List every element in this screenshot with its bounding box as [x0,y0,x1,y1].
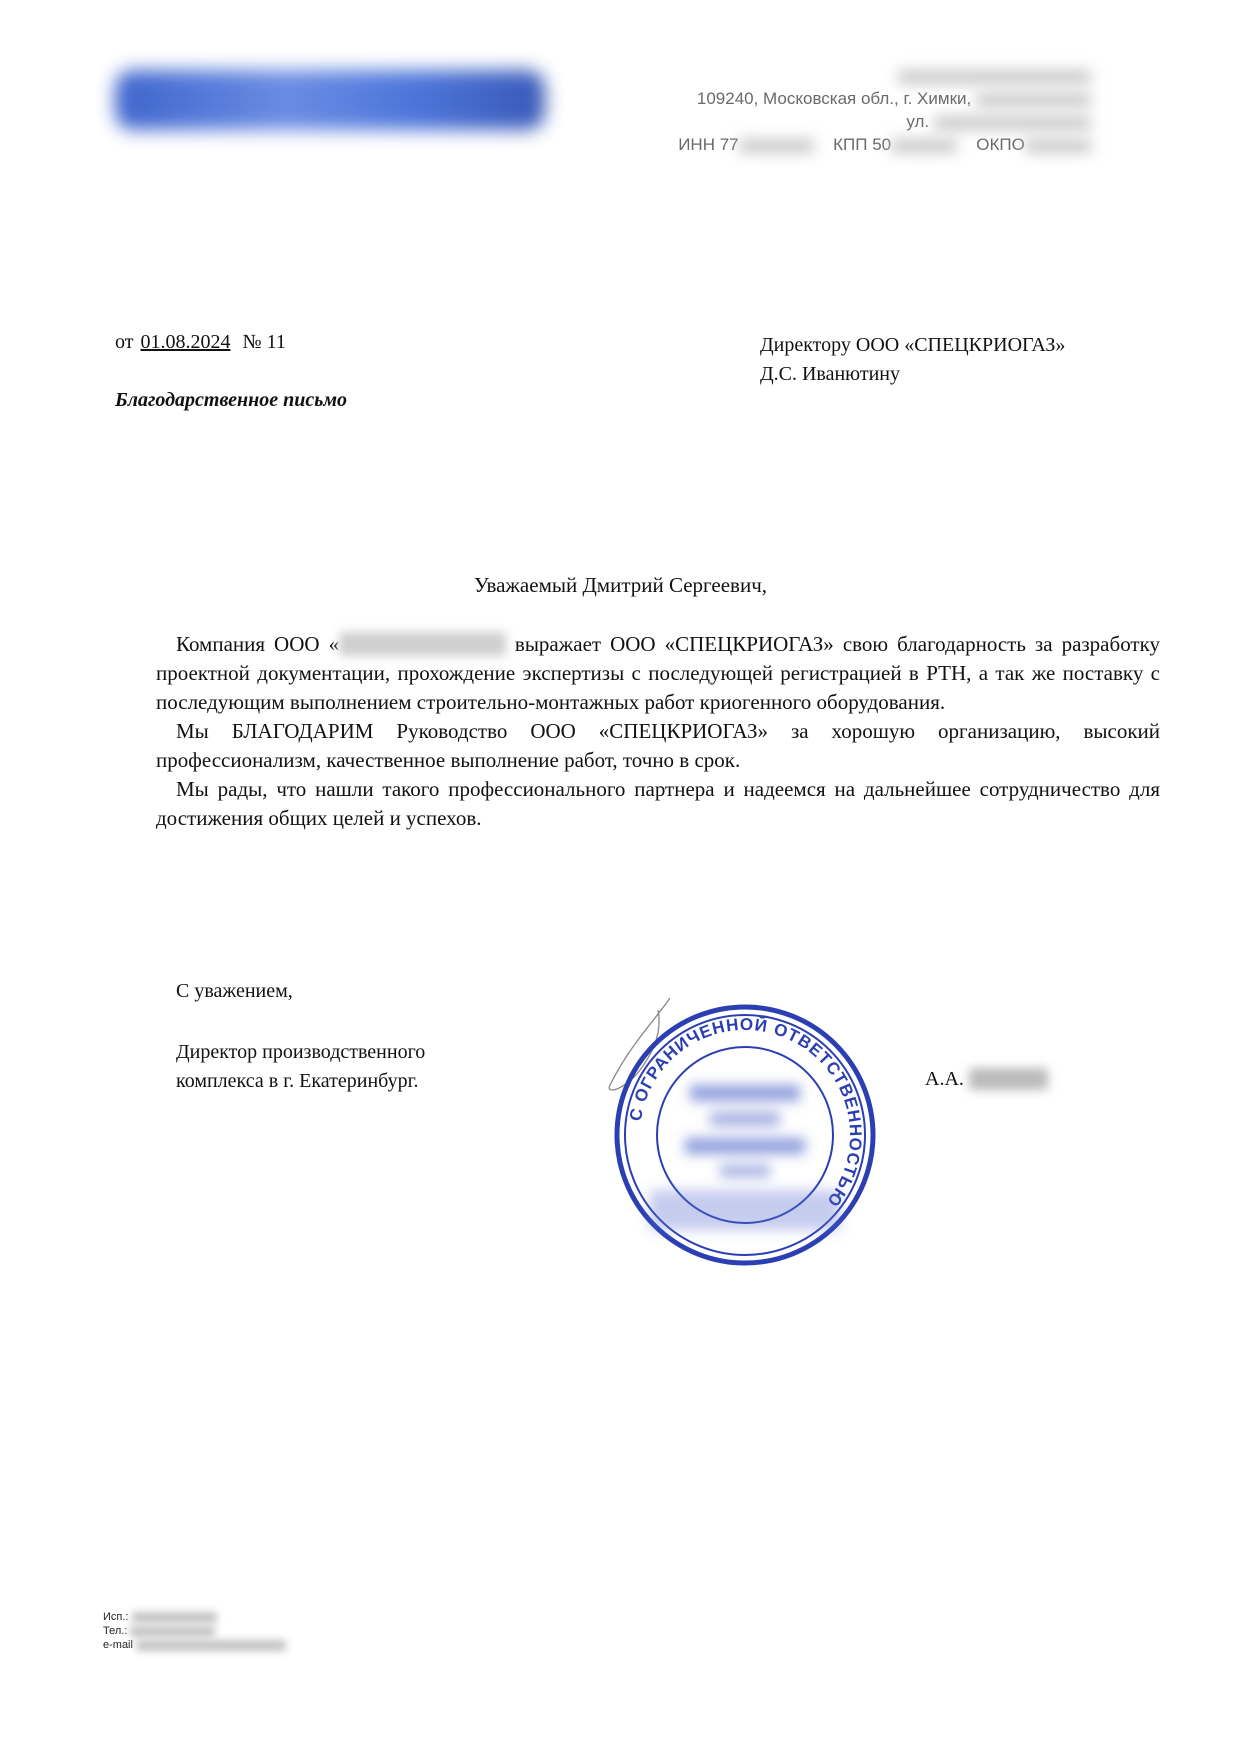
paragraph-1 [156,630,1160,717]
greeting: Уважаемый Дмитрий Сергеевич, [473,573,768,597]
isp-label: Исп.: [103,1611,129,1623]
addressee-line-1: Директору ООО «СПЕЦКРИОГАЗ» [760,334,1066,356]
company-stamp [610,1000,880,1270]
address-line-2: ул. [906,112,930,131]
stamp-ring-text: С ОГРАНИЧЕННОЙ ОТВЕТСТВЕННОСТЬЮ [625,1014,866,1211]
email-label: e-mail [103,1639,133,1651]
letter-reference [115,331,286,354]
company-logo [115,70,545,130]
stamp-center-redacted [650,1085,840,1230]
address-line-1: 109240, Московская обл., г. Химки, [696,89,972,108]
position-line-1: Директор производственного [176,1041,426,1063]
signer-position [176,1038,425,1096]
signer-initials: А.А. [925,1068,964,1090]
letter-date: 01.08.2024 [140,331,231,353]
footer-contacts [103,1610,286,1652]
kpp-redacted [891,139,957,153]
paragraph-3: Мы рады, что нашли такого профессионального партнера и надеемся на дальнейшее сотрудничество для достижения общих целей и успехов. [156,777,1160,830]
inn-label: ИНН 77 [678,135,739,154]
from-prefix: от [115,331,134,353]
letter-body [156,630,1160,833]
letterhead [571,64,1091,156]
paragraph-2: Мы БЛАГОДАРИМ Руководство ООО «СПЕЦКРИОГАЗ» за хорошую организацию, высокий профессионализм, качественное выполнение работ, точно в срок. [156,719,1160,772]
closing: С уважением, [176,980,293,1002]
company-name-redacted-inline [339,632,506,656]
paragraph-1-start: Компания ООО « [176,632,340,656]
kpp-label: КПП 50 [833,135,892,154]
letter-number: № 11 [242,331,286,353]
signer-surname-redacted [969,1068,1048,1090]
address-line-1-redacted [976,93,1091,107]
email-redacted [136,1640,286,1651]
isp-redacted [132,1612,217,1623]
addressee-line-2: Д.С. Иванютину [760,363,901,385]
inn-redacted [739,139,815,153]
tel-redacted [130,1626,215,1637]
addressee [760,331,1065,389]
signer-name [925,1068,1048,1091]
letter-subject: Благодарственное письмо [115,389,348,411]
okpo-redacted [1025,139,1091,153]
address-line-2-redacted [934,116,1091,130]
okpo-label: ОКПО [976,135,1025,154]
paragraph-1-rest: выражает ООО «СПЕЦКРИОГАЗ» свою благодарность за разработку проектной документации, прохождение экспертизы с последующей регистрацией в РТН, а так же поставку с последующим выполнением строительно-монтажных работ криогенного оборудования. [156,632,1160,714]
position-line-2: комплекса в г. Екатеринбург. [176,1070,419,1092]
tel-label: Тел.: [103,1625,128,1637]
company-name-redacted [898,70,1091,84]
